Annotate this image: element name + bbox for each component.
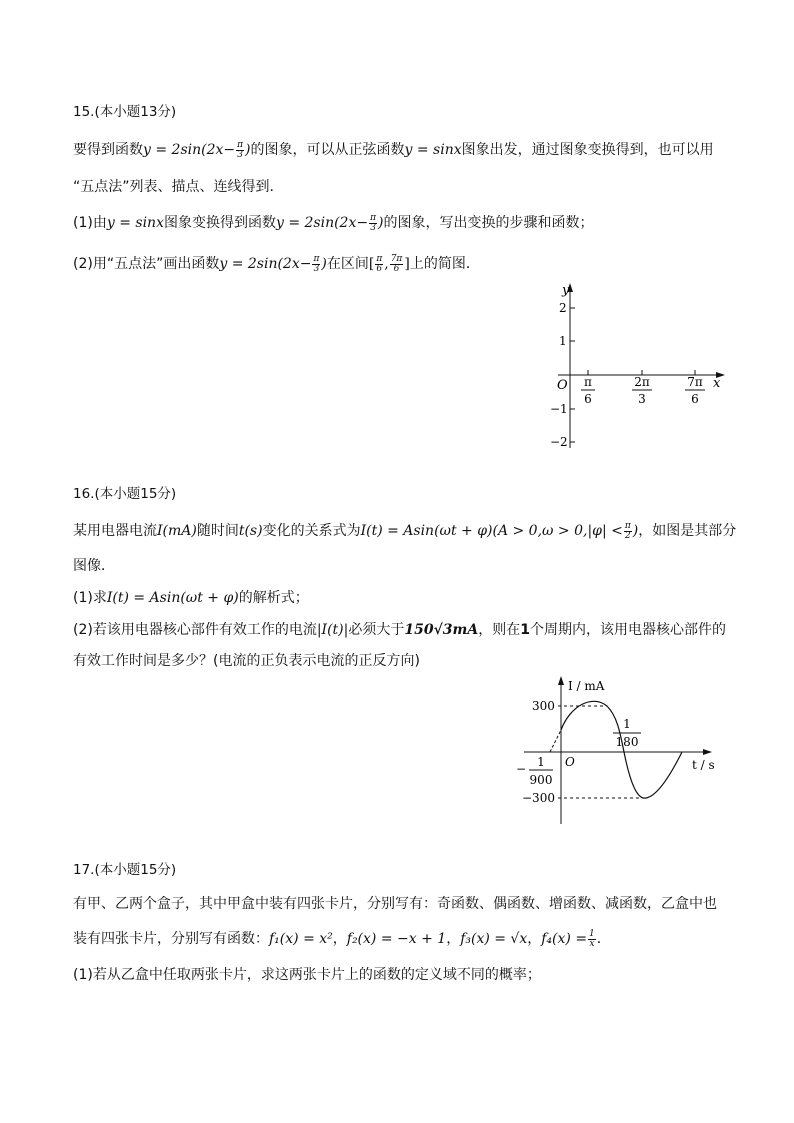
q15-paragraph-2: “五点法”列表、描点、连线得到．: [73, 179, 284, 195]
q17-heading: 17.(本小题15分): [73, 862, 177, 878]
q16-s2-text-a: (2)若该用电器核心部件有效工作的电流: [73, 622, 317, 638]
q16-t-left-sign: −: [516, 762, 527, 776]
q17-f1: f₁(x) = x²: [269, 931, 333, 947]
q16-s2-text-d: 个周期内，该用电器核心部件的: [529, 622, 726, 638]
q16-p1-text-d: ，如图是其部分: [638, 523, 737, 539]
q15-y-axis-label: y: [562, 283, 570, 298]
q16-s2-threshold: 150√3mA: [404, 622, 479, 638]
q15-p1-close: ): [245, 142, 251, 158]
q15-s1-text-b: 图象变换得到函数: [163, 215, 276, 231]
q15-x-tick-2-den: 3: [638, 392, 646, 406]
q15-origin-label: O: [557, 378, 568, 393]
q15-s2-interval-a: $\frac{\pi}{6}$: [376, 253, 383, 274]
q16-t-left-den: 900: [529, 773, 553, 787]
q16-heading: 16.(本小题15分): [73, 486, 177, 502]
q17-f4: f₄(x) =: [541, 931, 588, 947]
q17-paragraph-2: [73, 929, 611, 949]
q15-s1-close: ): [378, 215, 384, 231]
q15-s2-text-b: 在区间: [326, 256, 369, 272]
q16-s1-text-b: 的解析式；: [238, 590, 309, 606]
q15-s1-text-c: 的图象，写出变换的步骤和函数；: [383, 215, 594, 231]
q16-p1-frac: $\frac{\pi}{2}$: [624, 520, 631, 541]
q16-y-axis-label: I / mA: [568, 679, 605, 693]
q15-subquestion-1: [73, 213, 593, 233]
q15-x-tick-1-num: π: [584, 375, 592, 389]
q16-s2-one: 1: [520, 622, 530, 638]
q15-s2-text-c: 上的简图．: [409, 256, 480, 272]
q15-s2-close: ): [321, 256, 327, 272]
q15-paragraph-1: [73, 140, 714, 160]
q15-p1-frac: $\frac{\pi}{3}$: [237, 139, 244, 160]
q16-s2-text-b: 必须大于: [348, 622, 405, 638]
q17-sep-1: ，: [332, 931, 347, 947]
q15-p1-text-c: 图象出发，通过图象变换得到，也可以用: [461, 142, 714, 158]
q15-p1-func: y = 2sin(2x−: [143, 142, 236, 158]
q16-subquestion-1: [73, 588, 309, 608]
q15-p1-text-b: 的图象，可以从正弦函数: [250, 142, 405, 158]
q16-p1-close: ): [632, 523, 639, 539]
q17-sep-2: ，: [446, 931, 461, 947]
q17-end: ．: [596, 931, 611, 947]
q17-paragraph-1: 有甲、乙两个盒子，其中甲盒中装有四张卡片，分别写有：奇函数、偶函数、增函数、减函数，乙盒中也: [73, 896, 717, 912]
q15-s1-func: y = 2sin(2x−: [275, 215, 369, 231]
q15-s1-text-a: (1)由: [73, 215, 107, 231]
q16-sine-curve: [561, 701, 682, 798]
q15-s2-text-a: (2)用“五点法”画出函数: [73, 256, 220, 272]
q16-paragraph-1: [73, 521, 736, 541]
q16-s1-text-a: (1)求: [73, 590, 107, 606]
q16-s1-func: I(t) = Asin(ωt + φ): [106, 590, 239, 606]
q15-y-tick-neg2: −2: [550, 435, 568, 449]
q15-heading: 15.(本小题13分): [73, 104, 177, 120]
q16-y-max-label: 300: [532, 699, 555, 713]
q16-s2-text-c: ，则在: [478, 622, 521, 638]
q16-s2-abs: |I(t)|: [316, 622, 349, 638]
q16-t-right-num: 1: [623, 717, 631, 731]
q17-f4-frac: $\frac{1}{x}$: [589, 928, 595, 949]
q15-x-tick-3-den: 6: [691, 392, 699, 406]
q17-subquestion-1: (1)若从乙盒中任取两张卡片，求这两张卡片上的函数的定义域不同的概率；: [73, 967, 541, 983]
q15-s2-frac: $\frac{\pi}{3}$: [313, 253, 320, 274]
q15-x-tick-3-num: 7π: [687, 375, 703, 389]
q16-t-left-num: 1: [537, 755, 545, 769]
q16-t-right-den: 180: [615, 735, 639, 749]
q15-y-tick-1: 1: [559, 334, 567, 348]
q16-subquestion-2-cont: 有效工作时间是多少？(电流的正负表示电流的正反方向): [73, 653, 420, 669]
q15-p1-text-a: 要得到函数: [73, 142, 143, 158]
q16-subquestion-2: [73, 620, 726, 640]
q16-paragraph-2: 图像．: [73, 558, 115, 574]
q15-s2-comma: ,: [384, 256, 389, 272]
q17-p2-text-a: 装有四张卡片，分别写有函数：: [73, 931, 269, 947]
q16-p1-time: t(s): [238, 523, 263, 539]
q16-p1-text-c: 变化的关系式为: [262, 523, 361, 539]
q15-s2-bracket-close: ]: [404, 256, 410, 272]
q15-s2-bracket-open: [: [368, 256, 375, 272]
q15-p1-sin: y = sinx: [404, 142, 462, 158]
q15-s2-interval-b: $\frac{7\pi}{6}$: [390, 253, 403, 274]
q15-x-tick-2-num: 2π: [634, 375, 650, 389]
q15-s1-frac: $\frac{\pi}{3}$: [370, 212, 377, 233]
q16-p1-text-a: 某用电器电流: [73, 523, 157, 539]
q15-y-tick-neg1: −1: [550, 402, 568, 416]
q16-p1-current: I(mA): [157, 523, 197, 539]
q16-x-axis-label: t / s: [692, 758, 715, 772]
q15-s1-sin: y = sinx: [106, 215, 164, 231]
q16-current-graph: [512, 672, 728, 830]
q17-sep-3: ，: [527, 931, 542, 947]
q15-x-axis-label: x: [713, 376, 721, 391]
q16-y-min-label: −300: [522, 791, 555, 805]
q17-f2: f₂(x) = −x + 1: [346, 931, 447, 947]
q15-x-tick-1-den: 6: [584, 392, 592, 406]
q16-p1-text-b: 随时间: [196, 523, 239, 539]
q15-s2-func: y = 2sin(2x−: [219, 256, 312, 272]
q15-subquestion-2: [73, 254, 480, 274]
q15-y-tick-2: 2: [559, 301, 567, 315]
q17-f3: f₃(x) = √x: [460, 931, 528, 947]
q16-p1-func: I(t) = Asin(ωt + φ)(A > 0,ω > 0,|φ| <: [360, 523, 623, 539]
q15-coordinate-axes: [548, 280, 730, 455]
q16-origin-label: O: [565, 755, 575, 769]
